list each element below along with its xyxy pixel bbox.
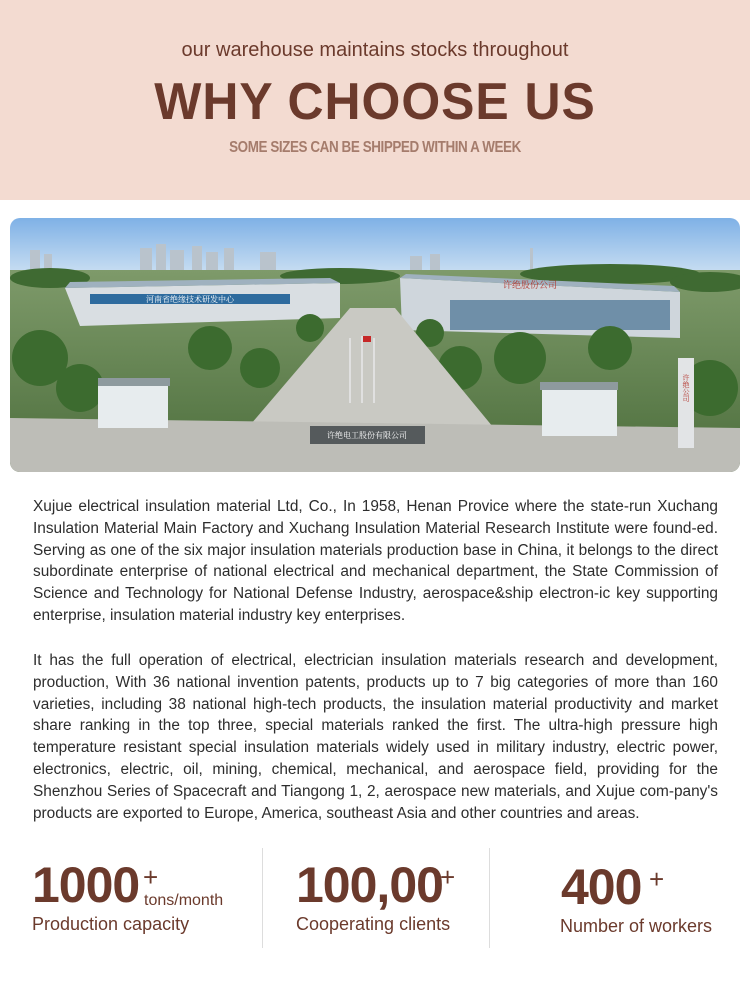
stat-plus: + (143, 862, 159, 892)
sign-right: 许绝股份公司 (502, 281, 558, 291)
factory-aerial-photo (10, 218, 740, 472)
stat-value: 400 (561, 859, 642, 915)
stat-production (0, 848, 262, 948)
sign-left: 河南省绝缘技术研发中心 (146, 295, 234, 304)
factory-aerial-illustration (10, 218, 740, 472)
stat-clients (262, 848, 489, 948)
stat-label: Number of workers (560, 916, 713, 936)
stat-plus: + (649, 864, 665, 894)
hero-tagline: SOME SIZES CAN BE SHIPPED WITHIN A WEEK (229, 139, 521, 156)
stat-unit: tons/month (144, 892, 224, 909)
pillar-sign: 许绝公司 (682, 374, 690, 402)
about-paragraph-2: It has the full operation of electrical, electrician insulation materials research and development, production, With 36 national invention patents, products up to 7 big categories of more than 160 varieties, including 38 national high-tech products, the insulation material productivity and market share ranking in the top three, special materials ranked the first. The ultra-high pressure high temperature resistant special insulation materials widely used in military industry, electric power, electronics, electric, oil, mining, chemical, mechanical, and aerospace field, providing for the Shenzhou Series of Spacecraft and Tiangong 1, 2, aerospace new materials, and Xujue com-pany's products are exported to Europe, America, southeast Asia and other countries and areas. (33, 652, 718, 822)
stats-row (0, 848, 750, 948)
hero-banner (0, 0, 750, 200)
stat-workers (489, 848, 750, 948)
stat-value: 1000 (32, 857, 140, 913)
stat-label: Cooperating clients (296, 914, 451, 934)
about-paragraph-1: Xujue electrical insulation material Ltd, Co., In 1958, Henan Provice where the state-run Xuchang Insulation Material Main Factory and Xuchang Insulation Material Research Institute were found-ed. Serving as one of the six major insulation materials production base in China, it belongs to the direct subordinate enterprise of national electrical and mechanical department, the State Commission of Science and Technology for National Defense Industry, aerospace&ship electron-ic key supporting enterprise, insulation material industry key enterprises. (33, 498, 718, 624)
gate-sign: 许绝电工股份有限公司 (327, 431, 407, 440)
hero-title: WHY CHOOSE US (154, 73, 596, 131)
stat-value: 100,00 (296, 857, 443, 913)
stat-plus: + (440, 862, 456, 892)
stat-label: Production capacity (32, 914, 190, 934)
hero-subtitle: our warehouse maintains stocks throughout (181, 39, 569, 61)
